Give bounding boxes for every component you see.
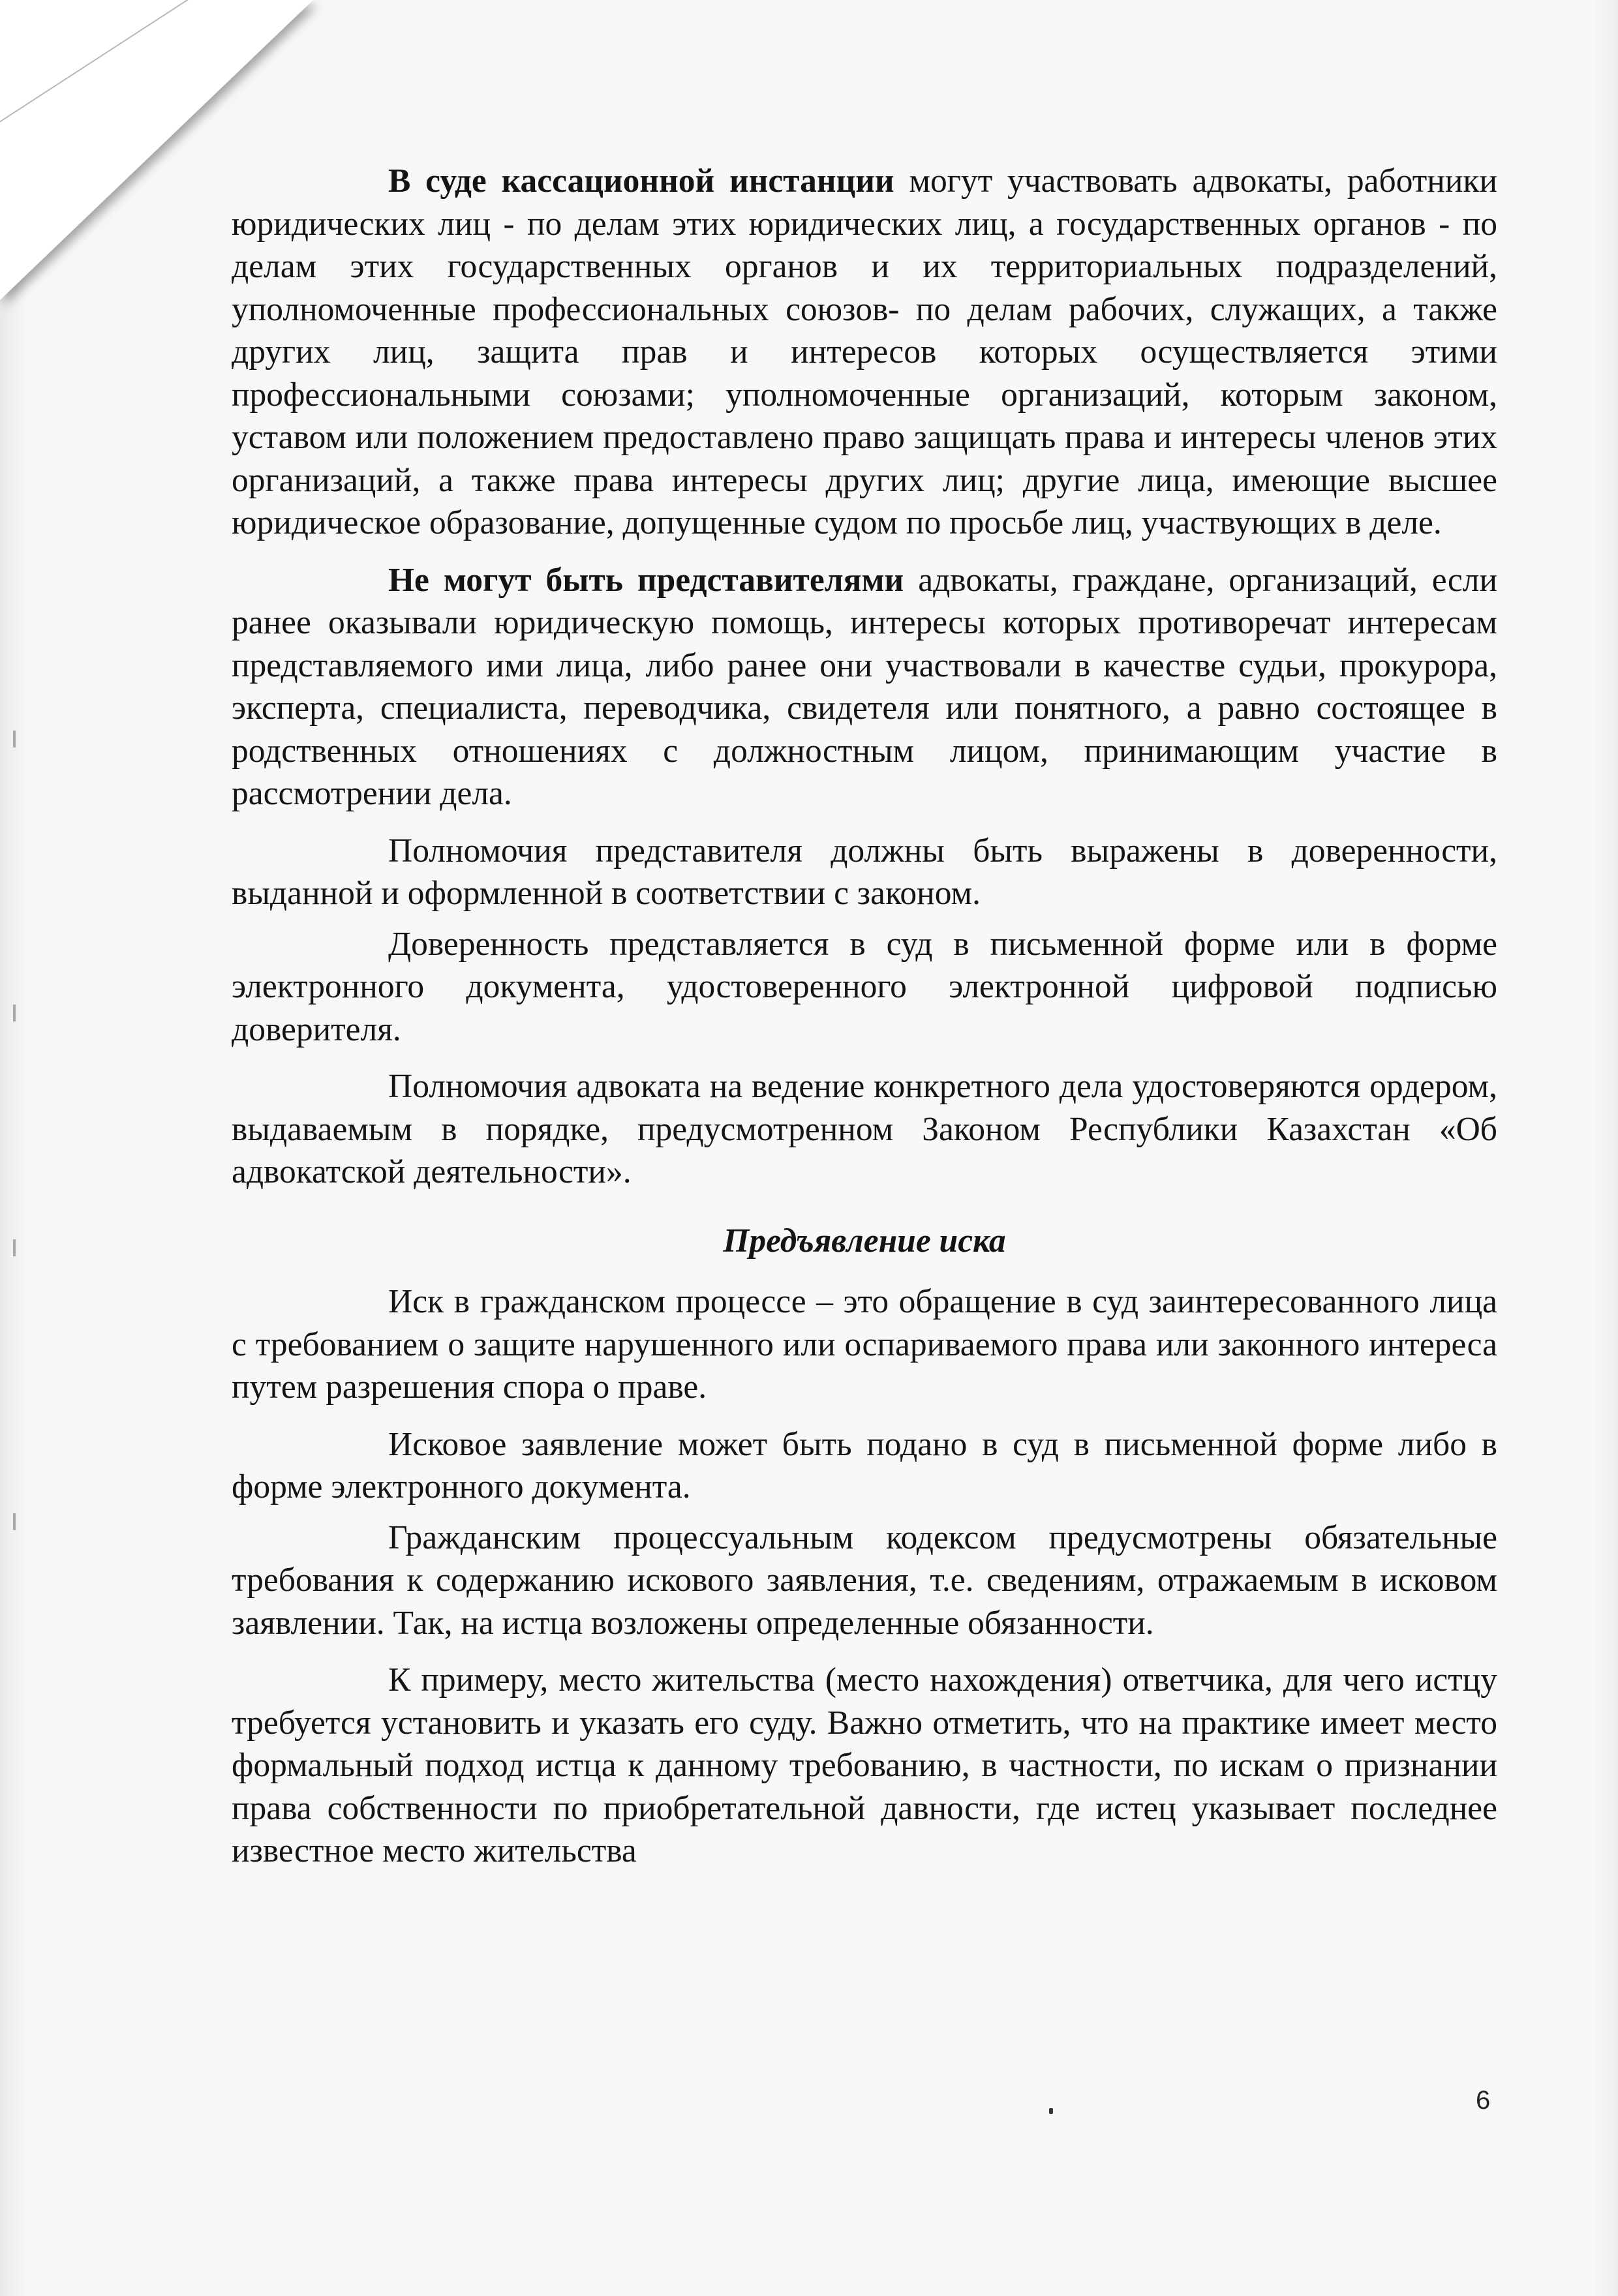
paragraph-text: Полномочия адвоката на ведение конкретного дела удостоверяются ордером, выдаваемым в порядке, предусмотренном Законом Республики Казахстан «Об адвокатской деятельности». [232,1068,1497,1190]
paragraph-claim-requirements [232,1517,1497,1645]
paragraph-text: Исковое заявление может быть подано в суд в письменной форме либо в форме электронного документа. [232,1425,1497,1505]
paragraph-text: Гражданским процессуальным кодексом предусмотрены обязательные требования к содержанию искового заявления, т.е. сведениям, отражаемым в исковом заявлении. Так, на истца возложены определенные обязанности. [232,1518,1497,1642]
scan-margin-mark [13,731,16,748]
paragraph-text: Полномочия представителя должны быть выражены в доверенности, выданной и оформленной в соответствии с законом. [232,832,1497,912]
paragraph-text: могут участвовать адвокаты, работники юридических лиц - по делам этих юридических лиц, а государственных органов - по делам этих государственных органов и их территориальных подразделений, уполномоченные профессиональных союзов- по делам рабочих, служащих, а также других лиц, защита прав и интересов которых осуществляется этими профессиональными союзами; уполномоченные организаций, которым законом, уставом или положением предоставлено право защищать права и интересы членов этих организаций, а также права интересы других лиц; другие лица, имеющие высшее юридическое образование, допущенные судом по просьбе лиц, участвующих в деле. [232,162,1497,541]
bold-lead: В суде кассационной инстанции [388,162,894,200]
paragraph-lawyer-warrant [232,1065,1497,1194]
scan-margin-mark [13,1513,16,1530]
paragraph-text: адвокаты, граждане, организаций, если ранее оказывали юридическую помощь, интересы которых противоречат интересам представляемого ими лица, либо ранее они участвовали в качестве судьи, прокурора, эксперта, специалиста, переводчика, свидетеля или понятного, а равно состоящее в родственных отношениях с должностным лицом, принимающим участие в рассмотрении дела. [232,561,1498,812]
scan-margin-mark [13,1239,16,1256]
document-body [232,160,1497,1887]
paragraph-claim-form [232,1423,1497,1509]
paragraph-powers [232,830,1497,915]
paragraph-defendant-address [232,1659,1497,1873]
scan-margin-mark [13,1004,16,1021]
paragraph-text: Иск в гражданском процессе – это обращение в суд заинтересованного лица с требованием о защите нарушенного или оспариваемого права или законного интереса путем разрешения спора о праве. [232,1283,1497,1406]
scan-speck [1049,2108,1053,2114]
page-number: 6 [1476,2086,1491,2115]
paragraph-text: К примеру, место жительства (место нахождения) ответчика, для чего истцу требуется установить и указать его суду. Важно отметить, что на практике имеет место формальный подход истца к данному требованию, в частности, по искам о признании права собственности по приобретательной давности, где истец указывает последнее известное место жительства [232,1661,1497,1869]
paragraph-power-of-attorney [232,923,1497,1051]
paragraph-cassation [232,160,1497,545]
paragraph-claim-definition [232,1280,1497,1409]
paragraph-restrictions [232,559,1497,815]
bold-lead: Не могут быть представителями [388,561,904,599]
section-heading: Предъявление иска [723,1222,1006,1260]
paragraph-text: Доверенность представляется в суд в письменной форме или в форме электронного документа, удостоверенного электронной цифровой подписью доверителя. [232,925,1497,1048]
